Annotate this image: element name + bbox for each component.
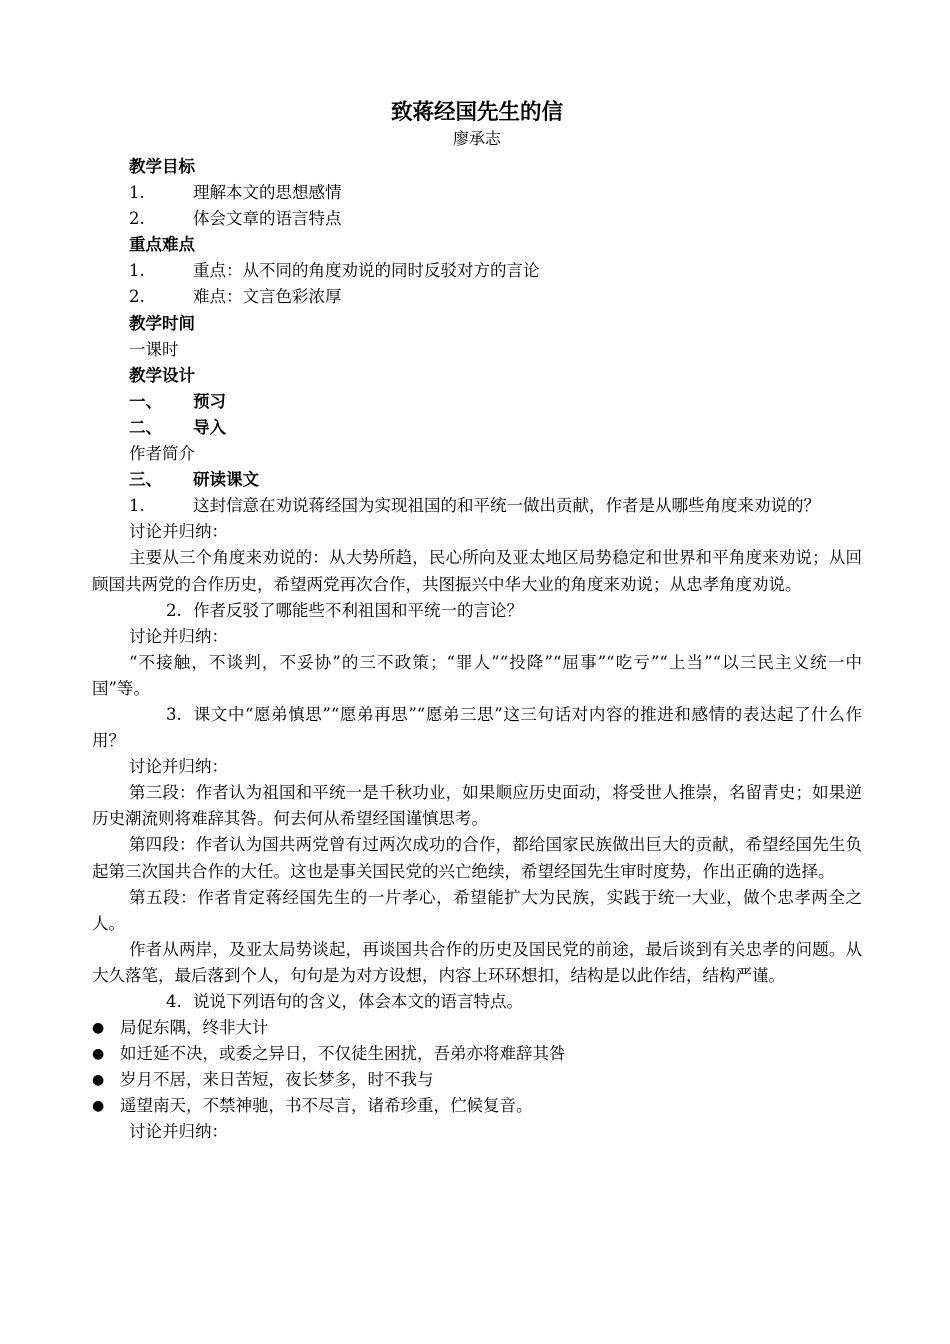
list-item bbox=[92, 1067, 862, 1093]
heading-design: 教学设计 bbox=[129, 365, 195, 385]
answer-1: 主要从三个角度来劝说的：从大势所趋，民心所向及亚太地区局势稳定和世界和平角度来劝说；从回顾国共两党的合作历史，希望两党再次合作，共图振兴中华大业的角度来劝说；从忠孝角度劝说。 bbox=[92, 548, 862, 594]
list-item bbox=[92, 1093, 862, 1119]
doc-title: 致蒋经国先生的信 bbox=[390, 100, 563, 125]
goal-text: 理解本文的思想感情 bbox=[193, 183, 342, 203]
question-3 bbox=[92, 702, 862, 754]
key-item bbox=[92, 284, 862, 310]
bullet-text: 岁月不居，来日苦短，夜长梦多，时不我与 bbox=[120, 1070, 434, 1090]
question-text: 说说下列语句的含义，体会本文的语言特点。 bbox=[193, 992, 523, 1011]
bullet-text: 如迁延不决，或委之异日，不仅徒生困扰，吾弟亦将难辞其咎 bbox=[120, 1044, 566, 1064]
section-preview bbox=[92, 389, 862, 415]
bullet-text: 遥望南天，不禁神驰，书不尽言，诸希珍重，伫候复音。 bbox=[120, 1096, 533, 1116]
list-item bbox=[92, 1015, 862, 1041]
goal-number: 2. bbox=[129, 209, 145, 229]
question-number: 2. bbox=[166, 600, 182, 620]
discuss-label: 讨论并归纳： bbox=[129, 757, 228, 777]
question-text: 作者反驳了哪能些不利祖国和平统一的言论？ bbox=[193, 600, 523, 620]
list-item bbox=[92, 1041, 862, 1067]
section-title: 预习 bbox=[193, 391, 226, 411]
key-number: 1. bbox=[129, 261, 145, 281]
goal-text: 体会文章的语言特点 bbox=[193, 209, 342, 229]
bullet-icon: ● bbox=[92, 1046, 105, 1063]
discuss-label: 讨论并归纳： bbox=[129, 1122, 228, 1142]
bullet-icon: ● bbox=[92, 1098, 105, 1115]
section-study bbox=[92, 467, 862, 493]
question-4 bbox=[92, 989, 862, 1015]
answer-3-summary: 作者从两岸，及亚太局势谈起，再谈国共合作的历史及国民党的前途，最后谈到有关忠孝的问题。从大久落笔，最后落到个人，句句是为对方设想，内容上环环想扣，结构是以此作结，结构严谨。 bbox=[92, 939, 862, 985]
discuss-label: 讨论并归纳： bbox=[129, 626, 228, 646]
question-number: 3. bbox=[166, 704, 182, 724]
goal-number: 1. bbox=[129, 183, 145, 203]
key-text: 难点：文言色彩浓厚 bbox=[193, 287, 342, 307]
question-number: 1. bbox=[129, 496, 145, 516]
bullet-icon: ● bbox=[92, 1020, 105, 1037]
key-number: 2. bbox=[129, 287, 145, 307]
section-intro bbox=[92, 415, 862, 441]
answer-2: “不接触，不谈判，不妥协”的三不政策；“罪人”“投降”“屈事”“吃亏”“上当”“以三民主义统一中国”等。 bbox=[92, 652, 862, 698]
heading-key-points: 重点难点 bbox=[129, 235, 195, 255]
question-text: 这封信意在劝说蒋经国为实现祖国的和平统一做出贡献，作者是从哪些角度来劝说的？ bbox=[193, 496, 820, 516]
bullet-icon: ● bbox=[92, 1072, 105, 1089]
heading-goals: 教学目标 bbox=[129, 157, 195, 176]
section-number: 三、 bbox=[129, 470, 162, 490]
goal-item bbox=[92, 180, 862, 206]
section-number: 二、 bbox=[129, 417, 162, 437]
question-number: 4. bbox=[166, 992, 182, 1011]
document-page bbox=[92, 98, 862, 1146]
key-text: 重点：从不同的角度劝说的同时反驳对方的言论 bbox=[193, 261, 540, 281]
answer-3-para-3: 第三段：作者认为祖国和平统一是千秋功业，如果顺应历史面动，将受世人推崇，名留青史；如果逆历史潮流则将难辞其咎。何去何从希望经国谨慎思考。 bbox=[92, 783, 862, 829]
doc-author: 廖承志 bbox=[452, 129, 501, 148]
bullet-text: 局促东隅，终非大计 bbox=[120, 1018, 269, 1038]
question-1 bbox=[92, 493, 862, 519]
section-title: 研读课文 bbox=[193, 470, 259, 490]
answer-3-para-4: 第四段：作者认为国共两党曾有过两次成功的合作，都给国家民族做出巨大的贡献，希望经国先生负起第三次国共合作的大任。这也是事关国民党的兴亡绝续，希望经国先生审时度势，作出正确的选择。 bbox=[92, 835, 862, 881]
section-number: 一、 bbox=[129, 391, 162, 411]
time-text: 一课时 bbox=[129, 339, 179, 359]
answer-3-para-5: 第五段：作者肯定蒋经国先生的一片孝心，希望能扩大为民族，实践于统一大业，做个忠孝两全之人。 bbox=[92, 887, 862, 933]
question-text: 课文中“愿弟慎思”“愿弟再思”“愿弟三思”这三句话对内容的推进和感情的表达起了什么作用？ bbox=[92, 704, 862, 751]
heading-time: 教学时间 bbox=[129, 313, 195, 333]
key-item bbox=[92, 258, 862, 284]
author-intro-text: 作者简介 bbox=[129, 444, 195, 464]
question-2 bbox=[92, 598, 862, 624]
discuss-label: 讨论并归纳： bbox=[129, 522, 228, 542]
goal-item bbox=[92, 206, 862, 232]
section-title: 导入 bbox=[193, 417, 226, 437]
